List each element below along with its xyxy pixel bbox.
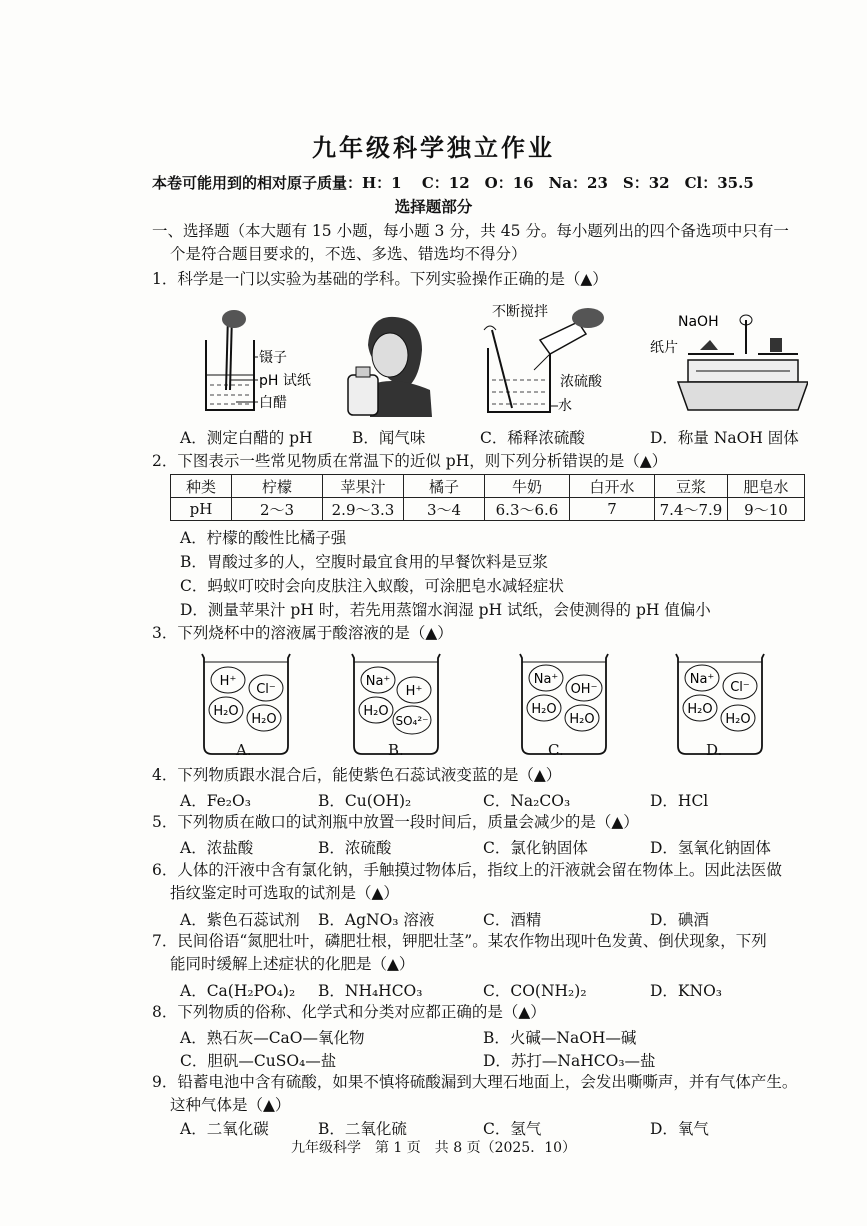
ph-table-cell: 6.3～6.6 <box>485 498 570 521</box>
label-paper: 纸片 <box>650 340 678 356</box>
ph-table-cell: 7.4～7.9 <box>655 498 728 521</box>
q8-option-a[interactable]: A．熟石灰—CaO—氧化物 <box>180 1029 365 1047</box>
label-tweezers: 镊子 <box>259 350 287 366</box>
q7-option-d[interactable]: D．KNO₃ <box>650 982 722 1000</box>
ph-table-header: 白开水 <box>570 475 655 498</box>
label-water: 水 <box>558 398 572 414</box>
ion-label: Na⁺ <box>533 672 559 687</box>
q9-option-d[interactable]: D．氧气 <box>650 1120 709 1138</box>
q5-option-a[interactable]: A．浓盐酸 <box>180 839 254 857</box>
label-vinegar: 白醋 <box>259 395 287 411</box>
q1-figure-c <box>478 300 628 420</box>
ion-label: H₂O <box>363 704 389 719</box>
ion-label: H₂O <box>251 712 277 727</box>
ph-table-header-row <box>171 475 805 498</box>
q7-stem-line2: 能同时缓解上述症状的化肥是（▲） <box>170 955 415 973</box>
beaker-b <box>352 654 440 754</box>
q9-option-b[interactable]: B．二氧化硫 <box>318 1120 407 1138</box>
q4-option-a[interactable]: A．Fe₂O₃ <box>180 792 251 810</box>
q6-stem-line1: 6．人体的汗液中含有氯化钠，手触摸过物体后，指纹上的汗液就会留在物体上。因此法医做 <box>152 861 782 879</box>
q4-option-b[interactable]: B．Cu(OH)₂ <box>318 792 412 810</box>
beaker-a <box>202 654 290 754</box>
q6-stem-line2: 指纹鉴定时可选取的试剂是（▲） <box>170 884 399 902</box>
ion-label: OH⁻ <box>570 682 598 697</box>
ion-label: SO₄²⁻ <box>395 714 429 728</box>
section-title: 选择题部分 <box>394 197 473 216</box>
q3-stem: 3．下列烧杯中的溶液属于酸溶液的是（▲） <box>152 624 453 642</box>
ion-label: H₂O <box>725 712 751 727</box>
q3-label-a[interactable]: A. <box>236 741 252 759</box>
q7-option-a[interactable]: A．Ca(H₂PO₄)₂ <box>180 982 296 1000</box>
q9-stem-line2: 这种气体是（▲） <box>170 1096 291 1114</box>
q2-option-a[interactable]: A．柠檬的酸性比橘子强 <box>180 529 347 547</box>
ion-label: H₂O <box>687 702 713 717</box>
q6-option-a[interactable]: A．紫色石蕊试剂 <box>180 911 300 929</box>
ph-table-header: 柠檬 <box>232 475 323 498</box>
ion-label: Na⁺ <box>689 672 715 687</box>
page-title: 九年级科学独立作业 <box>312 133 555 162</box>
atomic-mass-line: 本卷可能用到的相对原子质量：H：1 C：12 O：16 Na：23 S：32 Cl：35.5 <box>152 174 754 192</box>
label-ph-paper: pH 试纸 <box>259 373 311 389</box>
q1-option-c[interactable]: C．稀释浓硫酸 <box>480 429 585 447</box>
ph-table-cell: 9～10 <box>728 498 805 521</box>
q7-option-b[interactable]: B．NH₄HCO₃ <box>318 982 423 1000</box>
q6-option-b[interactable]: B．AgNO₃ 溶液 <box>318 911 435 929</box>
q7-stem-line1: 7．民间俗语“氮肥壮叶，磷肥壮根，钾肥壮茎”。某农作物出现叶色发黄、倒伏现象，下列 <box>152 932 767 950</box>
page-footer: 九年级科学 第 1 页 共 8 页（2025．10） <box>290 1140 577 1156</box>
q4-option-d[interactable]: D．HCl <box>650 792 709 810</box>
q3-label-b[interactable]: B. <box>388 741 404 759</box>
label-naoh: NaOH <box>678 314 719 330</box>
q2-option-c[interactable]: C．蚂蚁叮咬时会向皮肤注入蚁酸，可涂肥皂水减轻症状 <box>180 577 564 595</box>
label-acid: 浓硫酸 <box>560 374 602 390</box>
ph-table-cell: 2.9～3.3 <box>323 498 404 521</box>
ion-label: H₂O <box>569 712 595 727</box>
ion-label: H₂O <box>213 704 239 719</box>
q8-option-c[interactable]: C．胆矾—CuSO₄—盐 <box>180 1052 337 1070</box>
ph-table-header: 苹果汁 <box>323 475 404 498</box>
ph-table-cell: 3～4 <box>404 498 485 521</box>
q4-stem: 4．下列物质跟水混合后，能使紫色石蕊试液变蓝的是（▲） <box>152 766 562 784</box>
q5-stem: 5．下列物质在敞口的试剂瓶中放置一段时间后，质量会减少的是（▲） <box>152 813 639 831</box>
ion-label: Na⁺ <box>365 674 391 689</box>
q1-option-b[interactable]: B．闻气味 <box>352 429 426 447</box>
q9-option-a[interactable]: A．二氧化碳 <box>180 1120 269 1138</box>
q6-option-d[interactable]: D．碘酒 <box>650 911 709 929</box>
beaker-d <box>676 654 764 754</box>
instructions-line1: 一、选择题（本大题有 15 小题，每小题 3 分，共 45 分。每小题列出的四个备选项中只有一 <box>152 222 789 240</box>
q1-option-a[interactable]: A．测定白醋的 pH <box>180 429 313 447</box>
q5-option-b[interactable]: B．浓硫酸 <box>318 839 392 857</box>
ph-table-header: 种类 <box>171 475 232 498</box>
q2-option-d[interactable]: D．测量苹果汁 pH 时，若先用蒸馏水润湿 pH 试纸，会使测得的 pH 值偏小 <box>180 601 711 619</box>
q7-option-c[interactable]: C．CO(NH₂)₂ <box>483 982 587 1000</box>
beaker-c <box>520 654 608 754</box>
ion-label: H⁺ <box>219 674 237 689</box>
ph-table-cell: 2～3 <box>232 498 323 521</box>
q1-figure-a <box>196 305 326 420</box>
q1-stem: 1．科学是一门以实验为基础的学科。下列实验操作正确的是（▲） <box>152 270 608 288</box>
q6-option-c[interactable]: C．酒精 <box>483 911 542 929</box>
ion-label: H⁺ <box>405 684 423 699</box>
q1-option-d[interactable]: D．称量 NaOH 固体 <box>650 429 799 447</box>
instructions-line2: 个是符合题目要求的，不选、多选、错选均不得分） <box>170 245 527 263</box>
ph-table-header: 牛奶 <box>485 475 570 498</box>
q5-option-d[interactable]: D．氢氧化钠固体 <box>650 839 771 857</box>
ion-label: H₂O <box>531 702 557 717</box>
ion-label: Cl⁻ <box>256 682 276 697</box>
q9-option-c[interactable]: C．氢气 <box>483 1120 542 1138</box>
ph-table-header: 肥皂水 <box>728 475 805 498</box>
q4-option-c[interactable]: C．Na₂CO₃ <box>483 792 571 810</box>
q1-figure-b <box>340 305 440 417</box>
ph-table <box>170 474 805 521</box>
ph-table-value-row <box>171 498 805 521</box>
q2-option-b[interactable]: B．胃酸过多的人，空腹时最宜食用的早餐饮料是豆浆 <box>180 553 548 571</box>
q2-stem: 2．下图表示一些常见物质在常温下的近似 pH，则下列分析错误的是（▲） <box>152 452 668 470</box>
q8-option-b[interactable]: B．火碱—NaOH—碱 <box>483 1029 637 1047</box>
q5-option-c[interactable]: C．氯化钠固体 <box>483 839 588 857</box>
ph-table-cell: pH <box>171 498 232 521</box>
q8-stem: 8．下列物质的俗称、化学式和分类对应都正确的是（▲） <box>152 1003 546 1021</box>
ph-table-header: 豆浆 <box>655 475 728 498</box>
label-stir: 不断搅拌 <box>492 304 548 320</box>
ion-label: Cl⁻ <box>730 680 750 695</box>
ph-table-cell: 7 <box>570 498 655 521</box>
q8-option-d[interactable]: D．苏打—NaHCO₃—盐 <box>483 1052 656 1070</box>
q1-figure-d <box>648 310 808 418</box>
q9-stem-line1: 9．铅蓄电池中含有硫酸，如果不慎将硫酸漏到大理石地面上，会发出嘶嘶声，并有气体产生。 <box>152 1073 798 1091</box>
ph-table-header: 橘子 <box>404 475 485 498</box>
q3-label-d[interactable]: D. <box>706 741 723 759</box>
q3-label-c[interactable]: C. <box>548 741 564 759</box>
